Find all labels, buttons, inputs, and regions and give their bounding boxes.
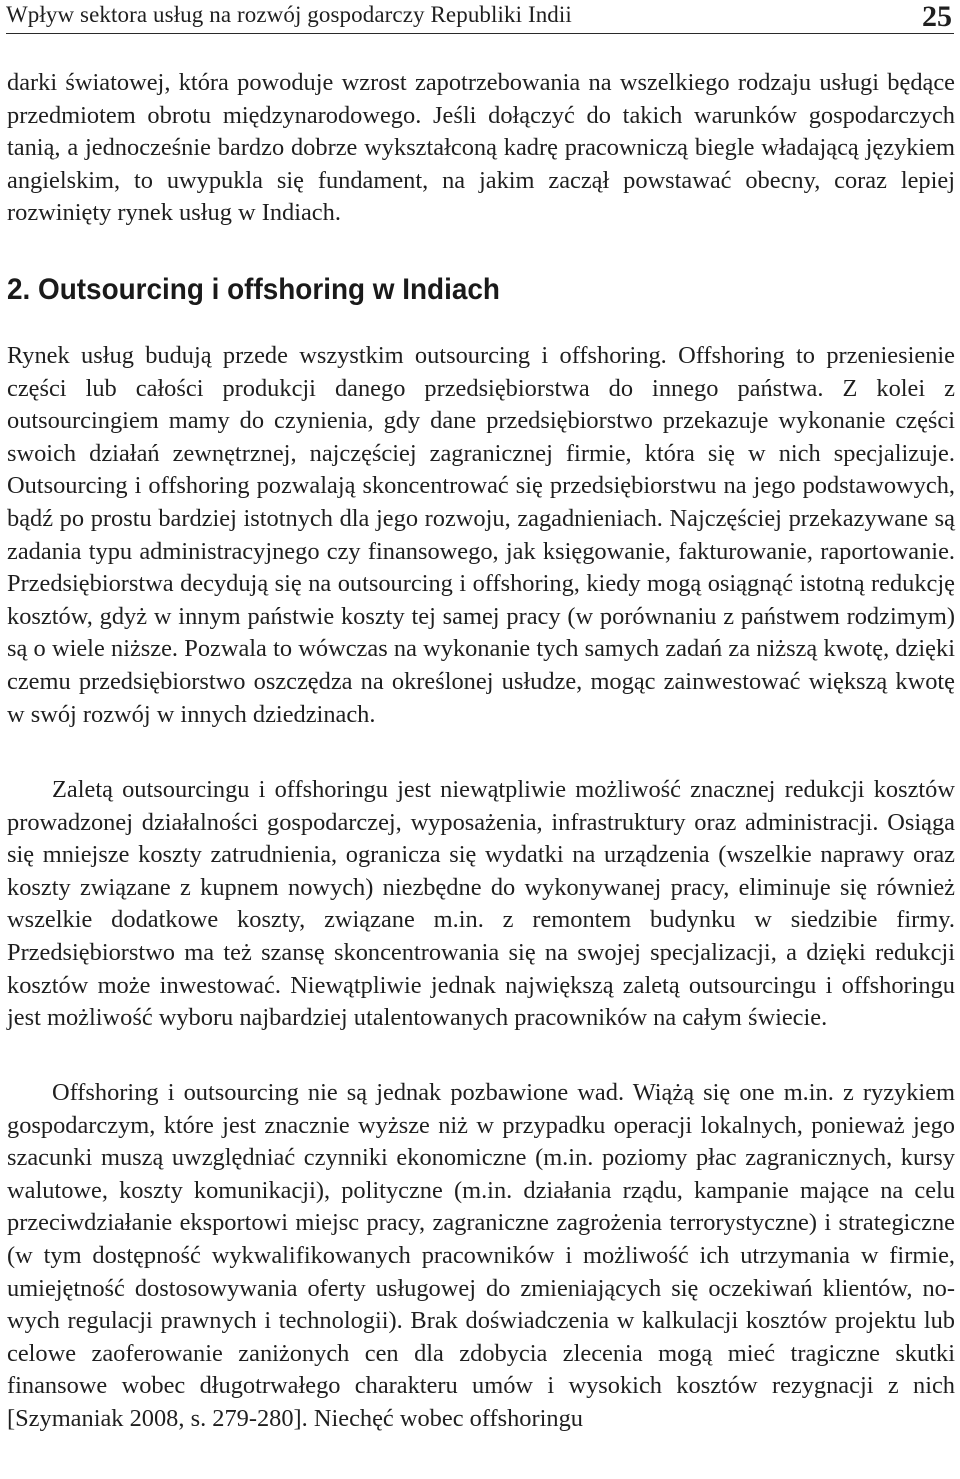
paragraph-intro: darki światowej, która powoduje wzrost zapotrzebowania na wszelkiego rodzaju usługi będące przedmiotem obrotu międzynarodowego. Jeśli dołączyć do takich warunków gospodarczych tanią, a jednocześnie bardzo dobrze wykształconą kadrę pracowniczą biegle władającą językiem angielskim, to uwypukla się fundament, na jakim zaczął powstawać obecny, coraz lepiej rozwinięty rynek usług w Indiach. [7,69,955,227]
running-header [6,0,954,34]
section-heading: 2. Outsourcing i offshoring w Indiach [7,273,500,306]
page-number: 25 [922,0,952,33]
paragraph-2: Zaletą outsourcingu i offshoringu jest niewątpliwie możliwość znacznej redukcji kosztów prowadzonej działalności gospodarczej, wyposażenia, infrastruktury oraz administracji. Osiąga się mniejsze koszty zatrudnienia, ogranicza się wydatki na urządzenia (wszelkie naprawy oraz koszty związane z kupnem nowych) niezbędne do wykonywanej pracy, eliminuje się również wszelkie dodatkowe koszty, związane m.in. z remontem budynku w siedzibie firmy. Przedsiębiorstwo ma też szansę skoncentrowania się na swojej specjalizacji, a dzięki redukcji kosztów może inwestować. Niewątpliwie jednak największą zaletą outsourcingu i offshoringu jest możliwość wyboru najbardziej utalentowanych pracowników na całym świecie. [7,776,955,1032]
paragraph-3: Offshoring i outsourcing nie są jednak pozbawione wad. Wiążą się one m.in. z ryzykiem gospodarczym, które jest znacznie wyższe niż w przypadku operacji lokalnych, ponieważ jego szacunki muszą uwzględniać czynniki ekonomiczne (m.in. poziomy płac zagranicznych, kursy walutowe, koszty komunikacji), polityczne (m.in. działania rządu, kampanie mające na celu przeciwdziałanie eksportowi miejsc pracy, zagraniczne zagrożenia terrorystyczne) i strategiczne (w tym dostępność wykwalifikowanych pracowników i możliwość ich utrzymania w firmie, umiejętność dostosowywania oferty usługowej do zmieniających się oczekiwań klientów, nowych regulacji prawnych i technologii). Brak doświadczenia w kalkulacji kosztów projektu lub celowe zaoferowanie zaniżonych cen dla zdobycia zlecenia mogą mieć tragiczne skutki finansowe wobec długotrwałego charakteru umów i wysokich kosztów rezygnacji z nich [Szymaniak 2008, s. 279-280]. Niechęć wobec offshoringu [7,1079,955,1432]
paragraph-1: Rynek usług budują przede wszystkim outsourcing i offshoring. Offshoring to przeniesienie części lub całości produkcji danego przedsiębiorstwa do innego państwa. Z kolei z outsourcingiem mamy do czynienia, gdy dane przedsiębiorstwo przekazuje wykonanie części swoich działań zewnętrznej, najczęściej zagranicznej firmie, która się w nich specjalizuje. Outsourcing i offshoring pozwalają skoncentrować się przedsiębiorstwu na jego podstawowych, bądź po prostu bardziej istotnych dla jego rozwoju, zagadnieniach. Najczęściej przekazywane są zadania typu administracyjnego czy finansowego, jak księgowanie, fakturowanie, raportowanie. Przedsiębiorstwa decydują się na outsourcing i offshoring, kiedy mogą osiągnąć istotną redukcję kosztów, gdyż w innym państwie koszty tej samej pracy (w porównaniu z państwem rodzimym) są o wiele niższe. Pozwala to wówczas na wykonanie tych samych zadań za niższą kwotę, dzięki czemu przedsiębiorstwo oszczędza na określonej usłudze, mogąc zainwestować większą kwotę w swój rozwój w innych dziedzinach. [7,342,955,728]
running-title: Wpływ sektora usług na rozwój gospodarczy Republiki Indii [6,2,572,27]
